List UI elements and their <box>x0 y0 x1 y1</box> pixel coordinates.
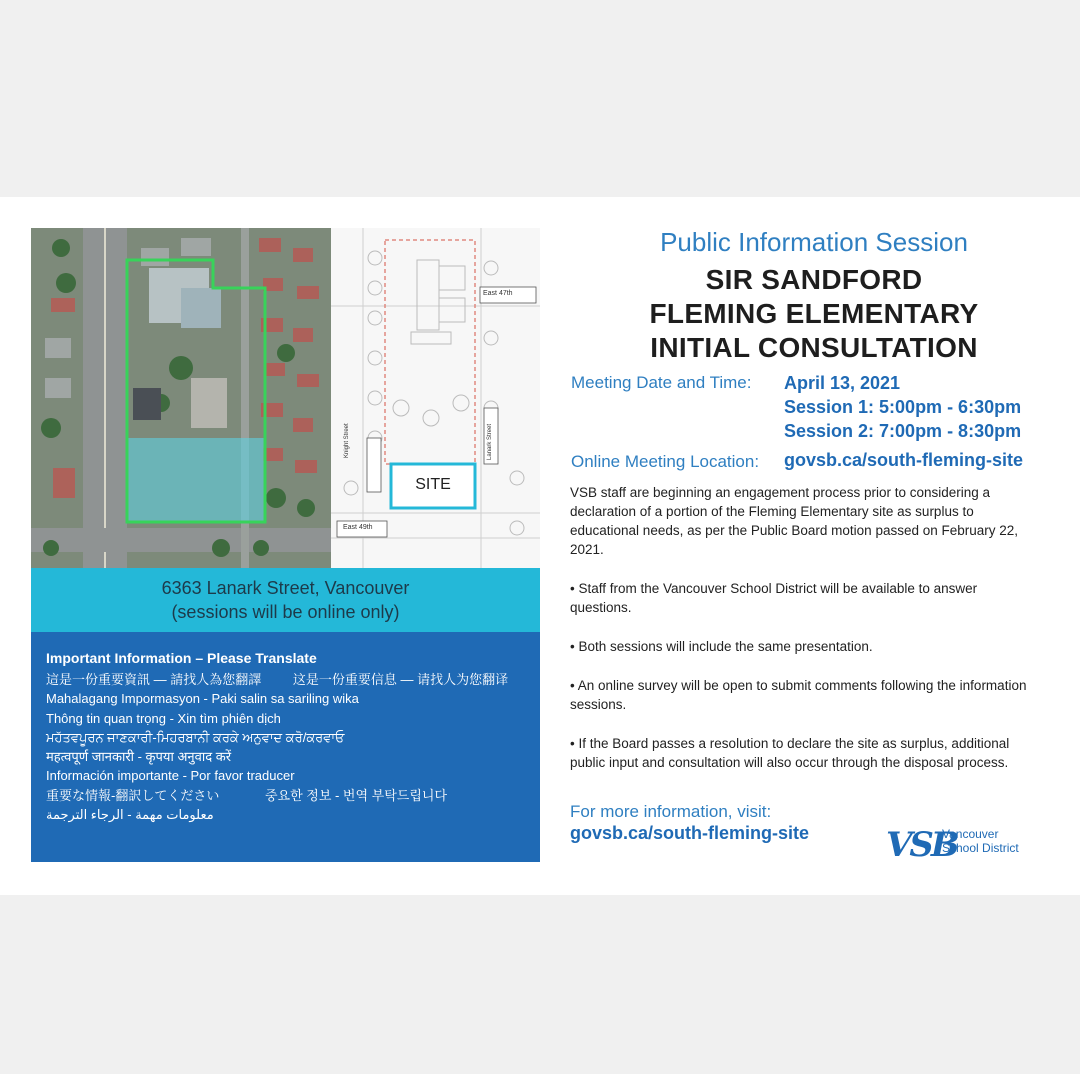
meeting-time-values <box>784 371 1021 443</box>
translation-panel <box>31 632 540 862</box>
bullet-survey: • An online survey will be open to submit comments following the information sessions. <box>570 678 1027 712</box>
street-label-east-47: East 47th <box>483 290 513 297</box>
vsb-logo-line-1: Vancouver <box>942 827 999 841</box>
translation-punjabi: ਮਹੱਤਵਪੂਰਨ ਜਾਣਕਾਰੀ-ਮਿਹਰਬਾਨੀ ਕਰਕੇ ਅਨੁਵਾਦ ਕਰੋ/ਕਰਵਾਓ <box>46 729 345 745</box>
translation-spanish: Información importante - Por favor traducer <box>46 768 295 784</box>
meeting-location-link[interactable]: govsb.ca/south-fleming-site <box>784 450 1024 470</box>
session-kicker: Public Information Session <box>660 227 968 257</box>
title-line-3: INITIAL CONSULTATION <box>650 332 978 363</box>
translation-heading: Important Information – Please Translate <box>46 650 317 666</box>
body-text <box>570 483 1040 792</box>
site-label: SITE <box>415 476 451 493</box>
meeting-date: April 13, 2021 <box>784 373 901 393</box>
translation-line-chinese <box>46 670 540 689</box>
street-label-east-49: East 49th <box>343 524 373 531</box>
translation-simplified-chinese: 这是一份重要信息 — 请找人为您翻译 <box>292 672 509 687</box>
address-banner <box>31 568 540 632</box>
site-plan <box>331 228 540 568</box>
meeting-time-label: Meeting Date and Time: <box>571 373 752 392</box>
vsb-logo <box>886 825 1036 871</box>
session-2-time: Session 2: 7:00pm - 8:30pm <box>784 421 1022 441</box>
site-maps <box>31 228 540 568</box>
more-info-label: For more information, visit: <box>570 802 772 821</box>
vsb-logo-line-2: School District <box>942 841 1019 855</box>
intro-paragraph: VSB staff are beginning an engagement process prior to considering a declaration of a portion of the Fleming Elementary site as surplus to educational needs, as per the Public Board motion passed on February 22, 2021. <box>570 485 1019 557</box>
translation-arabic: معلومات مهمة - الرجاء الترجمة <box>46 807 214 823</box>
translation-korean: 중요한 정보 - 번역 부탁드립니다 <box>264 787 447 803</box>
title-line-2: FLEMING ELEMENTARY <box>649 298 979 329</box>
title-line-1: SIR SANDFORD <box>705 264 923 295</box>
vsb-logo-text <box>942 827 1019 855</box>
bullet-board-resolution: • If the Board passes a resolution to declare the site as surplus, additional public input and consultation will also occur through the disposal process. <box>570 736 1010 770</box>
translation-line-jp-kr <box>46 786 540 805</box>
translation-japanese: 重要な情報-翻訳してください <box>46 787 220 803</box>
notice-card <box>0 197 1080 895</box>
right-column <box>568 197 1068 895</box>
address-line: 6363 Lanark Street, Vancouver <box>161 578 410 598</box>
meeting-location-label: Online Meeting Location: <box>571 452 760 471</box>
street-label-knight: Knight Street <box>344 423 350 458</box>
aerial-photo <box>31 228 331 568</box>
translation-vietnamese: Thông tin quan trọng - Xin tìm phiên dịch <box>46 710 281 726</box>
translation-tagalog: Mahalagang Impormasyon - Paki salin sa sariling wika <box>46 691 359 707</box>
translation-traditional-chinese: 這是一份重要資訊 — 請找人為您翻譯 <box>46 672 262 687</box>
street-label-lanark: Lanark Street <box>487 423 493 460</box>
vsb-logo-mark: VSB <box>886 825 957 865</box>
bullet-presentation: • Both sessions will include the same presentation. <box>570 639 873 654</box>
page-title <box>568 263 1060 365</box>
bullet-staff: • Staff from the Vancouver School District will be available to answer questions. <box>570 581 978 615</box>
translation-hindi: महत्वपूर्ण जानकारी - कृपया अनुवाद करें <box>46 749 232 765</box>
left-column <box>31 228 540 862</box>
session-1-time: Session 1: 5:00pm - 6:30pm <box>784 397 1022 417</box>
more-info-link[interactable]: govsb.ca/south-fleming-site <box>570 823 810 843</box>
online-only-note: (sessions will be online only) <box>171 602 400 622</box>
